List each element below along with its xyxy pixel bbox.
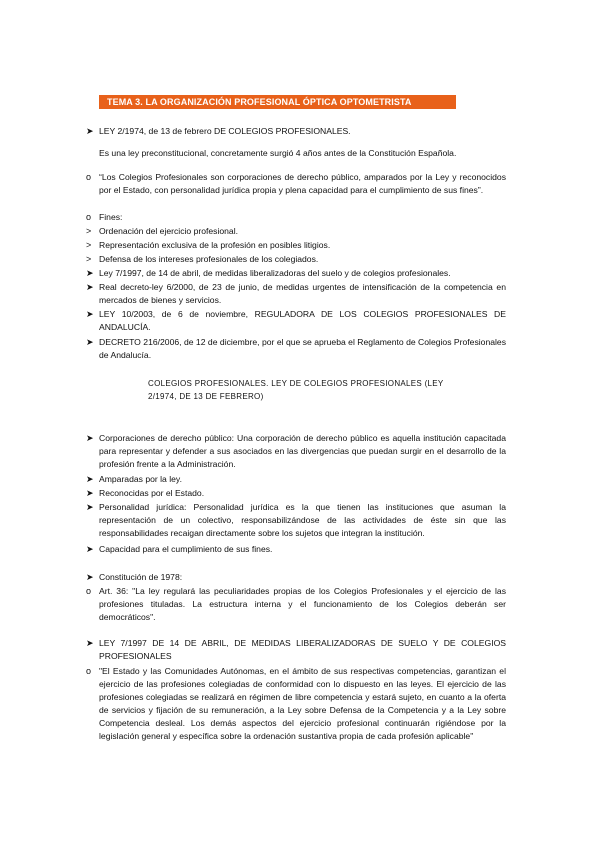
intro-paragraph: Es una ley preconstitucional, concretamente surgió 4 años antes de la Constitución Española. (99, 148, 457, 158)
fines-item: Ordenación del ejercicio profesional. (99, 226, 239, 236)
circle-bullet-icon: o (86, 212, 92, 222)
arrow-bullet-icon: ➤ (86, 282, 94, 292)
arrow-bullet-icon: ➤ (86, 544, 94, 554)
law-item: DECRETO 216/2006, de 12 de diciembre, por el que se aprueba el Reglamento de Colegios Profesionales de Andalucía. (99, 337, 506, 360)
definition-quote: “Los Colegios Profesionales son corporaciones de derecho público, amparados por la Ley y reconocidos por el Estado, con personalidad jurídica propia y plena capacidad para el cumplimiento de sus fines”. (99, 172, 506, 195)
title-bar (99, 95, 456, 109)
constitucion-heading: Constitución de 1978: (99, 572, 183, 582)
chevron-bullet-icon: > (86, 240, 92, 250)
ley7-quote: "El Estado y las Comunidades Autónomas, en el ámbito de sus respectivas competencias, garantizan el ejercicio de las profesiones colegiadas de conformidad con lo dispuesto en las leyes. El ejercicio de las profesiones colegiadas se realizará en régimen de libre competencia y estará sujeto, en cuanto a la oferta de servicios y fijación de su remuneración, a la Ley sobre Defensa de la Competencia y a la Ley sobre Competencia desleal. Los demás aspectos del ejercicio profesional continuarán rigiéndose por la legislación general y específica sobre la ordenación sustantiva propia de cada profesión aplicable" (99, 666, 506, 741)
amparadas-item: Amparadas por la ley. (99, 474, 182, 484)
arrow-bullet-icon: ➤ (86, 474, 94, 484)
chevron-bullet-icon: > (86, 254, 92, 264)
document-title: TEMA 3. LA ORGANIZACIÓN PROFESIONAL ÓPTICA OPTOMETRISTA (107, 97, 412, 107)
article-36-quote: Art. 36: "La ley regulará las peculiaridades propias de los Colegios Profesionales y el ejercicio de las profesiones tituladas. La estructura interna y el funcionamiento de los Colegios deberán ser democráticos". (99, 586, 506, 622)
arrow-bullet-icon: ➤ (86, 337, 94, 347)
fines-item: Defensa de los intereses profesionales de los colegiados. (99, 254, 319, 264)
law-heading: LEY 2/1974, de 13 de febrero DE COLEGIOS PROFESIONALES. (99, 126, 351, 136)
arrow-bullet-icon: ➤ (86, 638, 94, 648)
fines-label: Fines: (99, 212, 123, 222)
arrow-bullet-icon: ➤ (86, 488, 94, 498)
law-item: Real decreto-ley 6/2000, de 23 de junio, de medidas urgentes de intensificación de la competencia en mercados de bienes y servicios. (99, 282, 506, 305)
fines-item: Representación exclusiva de la profesión en posibles litigios. (99, 240, 331, 250)
chevron-bullet-icon: > (86, 226, 92, 236)
ley7-heading: LEY 7/1997 DE 14 DE ABRIL, DE MEDIDAS LIBERALIZADORAS DE SUELO Y DE COLEGIOS PROFESIONALES (99, 638, 506, 661)
law-item: Ley 7/1997, de 14 de abril, de medidas liberalizadoras del suelo y de colegios profesionales. (99, 268, 451, 278)
arrow-bullet-icon: ➤ (86, 268, 94, 278)
arrow-bullet-icon: ➤ (86, 572, 94, 582)
law-item: LEY 10/2003, de 6 de noviembre, REGULADORA DE LOS COLEGIOS PROFESIONALES DE ANDALUCÍA. (99, 309, 506, 332)
corporaciones-item: Corporaciones de derecho público: Una corporación de derecho público es aquella institución capacitada para representar y defender a sus asociados en las divergencias que puedan surgir en el desarrollo de la profesión frente a la Administración. (99, 433, 506, 469)
arrow-bullet-icon: ➤ (86, 502, 94, 512)
circle-bullet-icon: o (86, 666, 92, 676)
arrow-bullet-icon: ➤ (86, 126, 94, 136)
section-subtitle: COLEGIOS PROFESIONALES. LEY DE COLEGIOS PROFESIONALES (LEY 2/1974, DE 13 DE FEBRERO) (148, 379, 444, 401)
arrow-bullet-icon: ➤ (86, 309, 94, 319)
circle-bullet-icon: o (86, 586, 92, 596)
personalidad-item: Personalidad jurídica: Personalidad jurídica es la que tienen las instituciones que asuman la representación de un colectivo, responsabilizándose de las actividades de éste sin que las responsabilidades recaigan directamente sobre los sujetos que integran la institución. (99, 502, 506, 538)
circle-bullet-icon: o (86, 172, 92, 182)
reconocidas-item: Reconocidas por el Estado. (99, 488, 205, 498)
capacidad-item: Capacidad para el cumplimiento de sus fines. (99, 544, 273, 554)
arrow-bullet-icon: ➤ (86, 433, 94, 443)
